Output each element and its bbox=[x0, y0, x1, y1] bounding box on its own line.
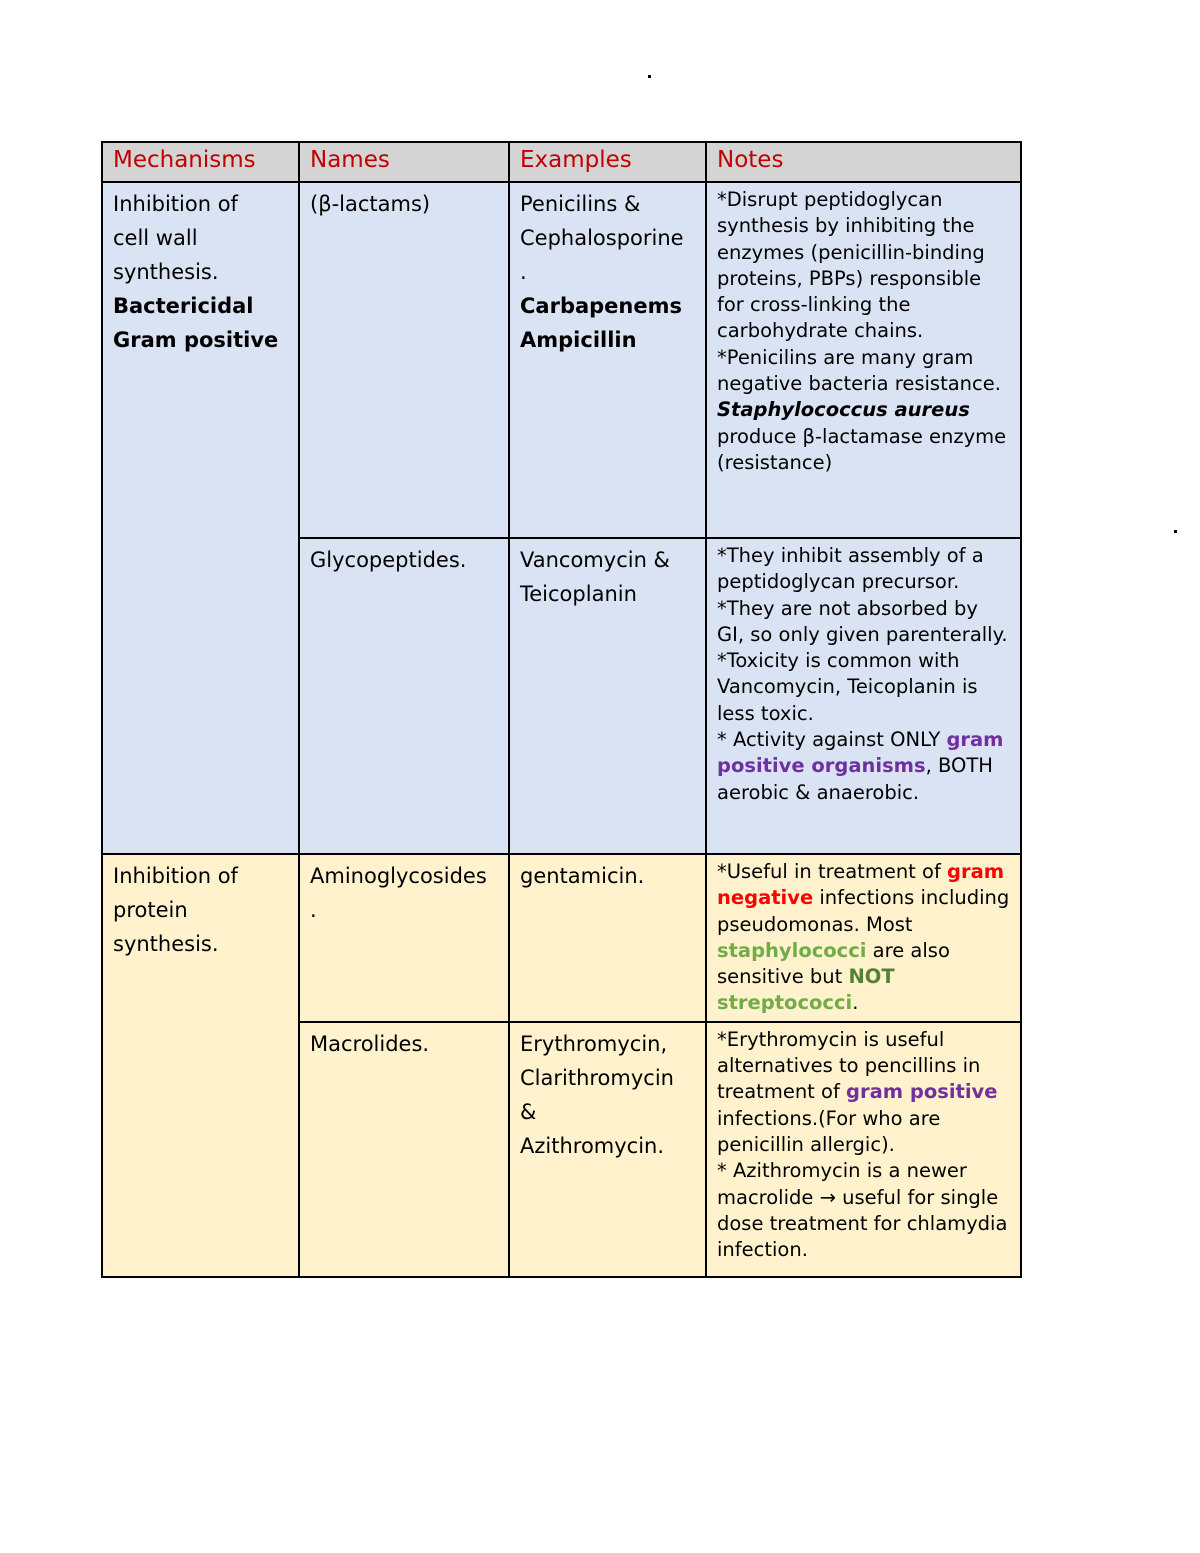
organism-name: Staphylococcus aureus bbox=[717, 398, 970, 422]
speck-top bbox=[648, 75, 651, 78]
example-text: Vancomycin & bbox=[520, 548, 670, 572]
example-text: . bbox=[520, 260, 527, 284]
notes-cell bbox=[706, 182, 1021, 538]
mechanism-text: cell wall bbox=[113, 226, 198, 250]
example-text: Azithromycin. bbox=[520, 1133, 665, 1158]
table-row bbox=[102, 854, 1021, 1022]
drug-class-name: Macrolides. bbox=[310, 1031, 430, 1056]
note-paragraph: *Toxicity is common with Vancomycin, Teicoplanin is less toxic. bbox=[717, 649, 978, 725]
drug-class-name: . bbox=[310, 898, 317, 922]
mechanism-text: protein bbox=[113, 898, 188, 922]
example-text: Clarithromycin bbox=[520, 1065, 674, 1090]
notes-cell bbox=[706, 854, 1021, 1022]
note-paragraph: *Penicilins are many gram negative bacteria resistance. bbox=[717, 345, 1001, 396]
note-paragraph: *They inhibit assembly of a peptidoglycan precursor. bbox=[717, 544, 984, 594]
note-paragraph: *Useful in treatment of gram negative infections including pseudomonas. Most staphylococci are also sensitive but NOT streptococci. bbox=[717, 860, 1010, 1015]
name-cell bbox=[299, 1022, 509, 1277]
highlight-not: NOT bbox=[848, 965, 895, 989]
example-bold: Ampicillin bbox=[520, 328, 637, 352]
highlight-streptococci: streptococci bbox=[717, 991, 853, 1015]
name-cell bbox=[299, 538, 509, 854]
mechanism-text: synthesis. bbox=[113, 932, 219, 956]
name-cell bbox=[299, 854, 509, 1022]
antibiotics-table bbox=[101, 141, 1022, 1278]
highlight-gram-positive: gram positive organisms bbox=[717, 728, 1004, 778]
name-cell bbox=[299, 182, 509, 538]
example-text: & bbox=[520, 1099, 537, 1124]
examples-cell bbox=[509, 1022, 706, 1277]
note-paragraph: *Disrupt peptidoglycan synthesis by inhibiting the enzymes (penicillin-binding proteins, PBPs) responsible for cross-linking the carbohydrate chains. bbox=[717, 188, 985, 343]
mechanism-text: synthesis. bbox=[113, 260, 219, 284]
examples-cell bbox=[509, 854, 706, 1022]
note-paragraph: *They are not absorbed by GI, so only given parenterally. bbox=[717, 596, 1008, 646]
examples-cell bbox=[509, 182, 706, 538]
drug-class-name: Aminoglycosides bbox=[310, 864, 487, 888]
mechanism-text: Inhibition of bbox=[113, 864, 238, 888]
header-row bbox=[102, 142, 1021, 182]
note-paragraph: * Azithromycin is a newer macrolide → useful for single dose treatment for chlamydia infection. bbox=[717, 1159, 1008, 1262]
example-text: Cephalosporine bbox=[520, 226, 684, 250]
drug-class-name: Glycopeptides. bbox=[310, 548, 467, 572]
drug-class-name: (β-lactams) bbox=[310, 192, 431, 216]
mechanism-bold: Gram positive bbox=[113, 328, 279, 352]
header-notes: Notes bbox=[706, 142, 1021, 182]
note-paragraph: * Activity against ONLY gram positive organisms, BOTH aerobic & anaerobic. bbox=[717, 728, 1004, 804]
note-paragraph: Staphylococcus aureus produce β-lactamase enzyme (resistance) bbox=[717, 398, 1007, 474]
header-mechanisms: Mechanisms bbox=[102, 142, 299, 182]
note-paragraph: *Erythromycin is useful alternatives to pencillins in treatment of gram positive infections.(For who are penicillin allergic). bbox=[717, 1027, 998, 1156]
speck-right bbox=[1174, 530, 1177, 533]
table-row bbox=[102, 182, 1021, 538]
highlight-staphylococci: staphylococci bbox=[717, 938, 867, 962]
header-names: Names bbox=[299, 142, 509, 182]
notes-cell bbox=[706, 1022, 1021, 1277]
example-bold: Carbapenems bbox=[520, 294, 682, 318]
mechanism-text: Inhibition of bbox=[113, 192, 238, 216]
example-text: gentamicin. bbox=[520, 864, 645, 888]
examples-cell bbox=[509, 538, 706, 854]
mechanism-cell-wall bbox=[102, 182, 299, 854]
highlight-gram-negative: gram negative bbox=[717, 860, 1005, 910]
mechanism-bold: Bactericidal bbox=[113, 294, 254, 318]
header-examples: Examples bbox=[509, 142, 706, 182]
example-text: Erythromycin, bbox=[520, 1031, 668, 1056]
example-text: Penicilins & bbox=[520, 192, 641, 216]
mechanism-protein bbox=[102, 854, 299, 1277]
example-text: Teicoplanin bbox=[520, 582, 637, 606]
highlight-gram-positive: gram positive bbox=[846, 1080, 998, 1104]
notes-cell bbox=[706, 538, 1021, 854]
